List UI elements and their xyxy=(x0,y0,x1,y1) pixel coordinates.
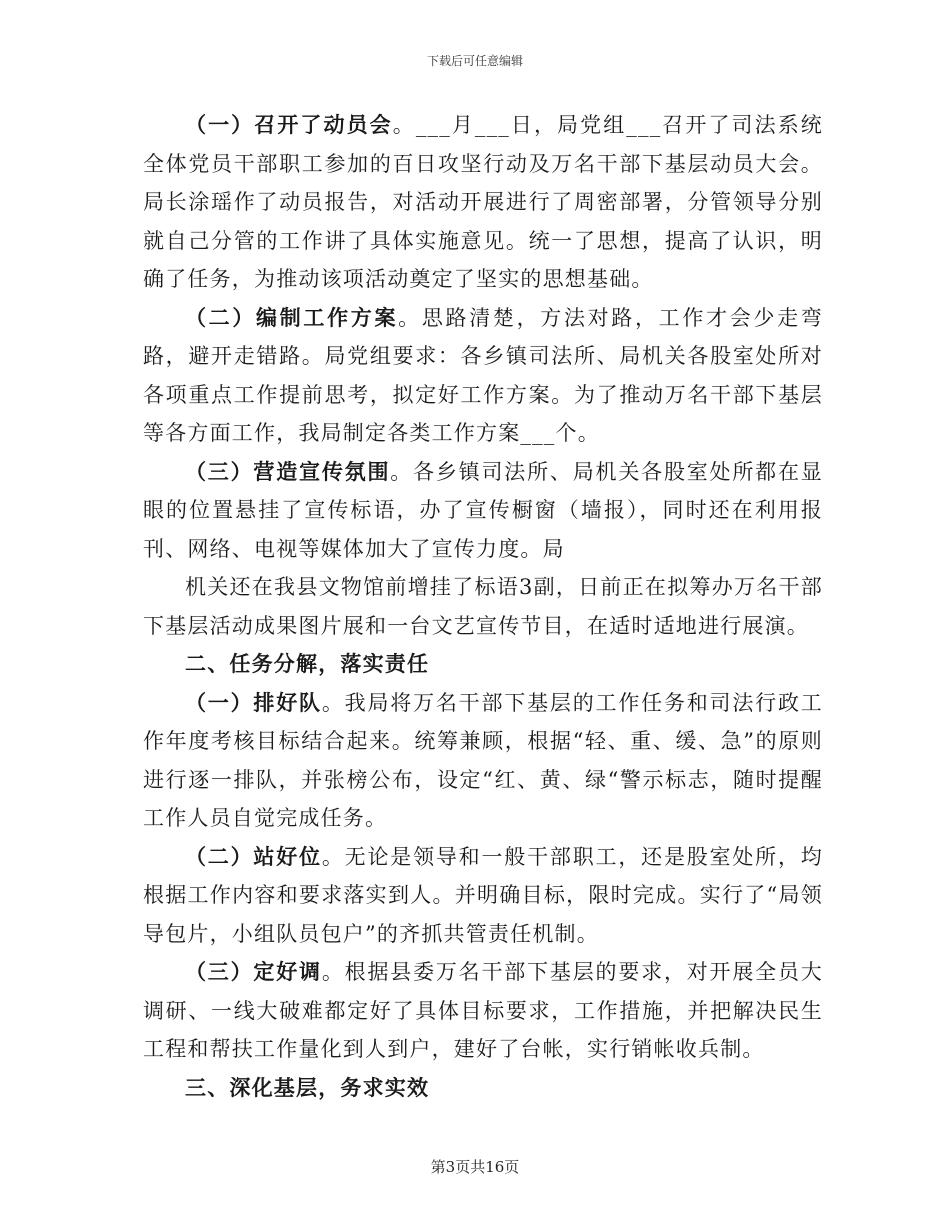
paragraph-lead: （一）排好队 xyxy=(185,689,322,715)
paragraph-text: 。我局将万名干部下基层的工作任务和司法行政工作年度考核目标结合起来。统筹兼顾，根据“轻、重、缓、急”的原则进行逐一排队，并张榜公布，设定“红、黄、绿“警示标志，随时提醒工作人员自觉完成任务。 xyxy=(143,690,823,830)
paragraph-text: 。思路清楚，方法对路，工作才会少走弯路，避开走错路。局党组要求：各乡镇司法所、局机关各股室处所对各项重点工作提前思考，拟定好工作方案。为了推动万名干部下基层等各方面工作，我局制定各类工作方案___个。 xyxy=(143,305,823,445)
page-header: 下载后可任意编辑 xyxy=(426,54,523,68)
paragraph-lead: （三）定好调 xyxy=(185,959,322,984)
section-heading-tasks: 二、任务分解，落实责任 xyxy=(185,651,430,676)
section-heading-grassroots: 三、深化基层，务求实效 xyxy=(185,1074,430,1100)
paragraph-text: 。根据县委万名干部下基层的要求，对开展全员大调研、一线大破难都定好了具体目标要求，工作措施，并把解决民生工程和帮扶工作量化到人到户，建好了台帐，实行销帐收兵制。 xyxy=(143,960,823,1061)
paragraph-lead: （二）站好位 xyxy=(185,843,322,869)
paragraph-position xyxy=(143,838,823,954)
document-body xyxy=(143,106,823,1107)
paragraph-lead: （一）召开了动员会 xyxy=(185,112,393,137)
paragraph-queue xyxy=(143,684,823,838)
paragraph-publicity-continued xyxy=(143,568,823,645)
paragraph-lead: （三）营造宣传氛围 xyxy=(185,458,391,484)
paragraph-publicity xyxy=(143,453,823,569)
paragraph-mobilization xyxy=(143,106,823,299)
page-footer: 第3页共16页 xyxy=(430,1158,520,1176)
paragraph-work-plan xyxy=(143,299,823,453)
paragraph-text: 机关还在我县文物馆前增挂了标语3副，日前正在拟筹办万名干部下基层活动成果图片展和一台文艺宣传节目，在适时适地进行展演。 xyxy=(143,575,823,638)
paragraph-tone xyxy=(143,953,823,1069)
paragraph-lead: （二）编制工作方案 xyxy=(185,304,399,330)
paragraph-text: 。___月___日，局党组___召开了司法系统全体党员干部职工参加的百日攻坚行动及万名干部下基层动员大会。局长涂瑶作了动员报告，对活动开展进行了周密部署，分管领导分别就自己分管的工作讲了具体实施意见。统一了思想，提高了认识，明确了任务，为推动该项活动奠定了坚实的思想基础。 xyxy=(143,113,823,291)
paragraph-text: 。无论是领导和一般干部职工，还是股室处所，均根据工作内容和要求落实到人。并明确目标，限时完成。实行了“局领导包片，小组队员包户”的齐抓共管责任机制。 xyxy=(143,844,823,946)
paragraph-text: 。各乡镇司法所、局机关各股室处所都在显眼的位置悬挂了宣传标语，办了宣传橱窗（墙报），同时还在利用报刊、网络、电视等媒体加大了宣传力度。局 xyxy=(143,459,823,561)
